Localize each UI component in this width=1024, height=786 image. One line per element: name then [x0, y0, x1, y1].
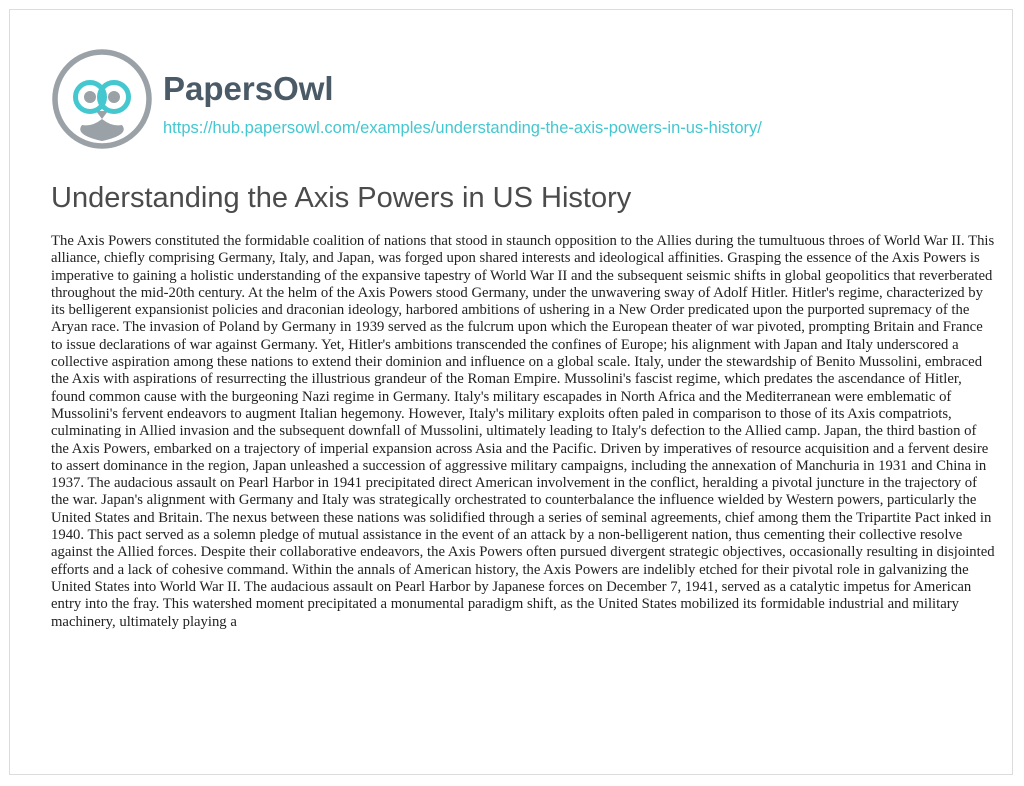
document-page	[9, 9, 1013, 775]
page-title: Understanding the Axis Powers in US History	[51, 182, 632, 214]
essay-body: The Axis Powers constituted the formidable coalition of nations that stood in staunch opposition to the Allies during the tumultuous throes of World War II. This alliance, chiefly comprising Germany, Italy, and Japan, was forged upon shared interests and ideological affinities. Grasping the essence of the Axis Powers is imperative to gaining a holistic understanding of the expansive tapestry of World War II and the subsequent seismic shifts in global geopolitics that reverberated throughout the mid-20th century. At the helm of the Axis Powers stood Germany, under the unwavering sway of Adolf Hitler. Hitler's regime, characterized by its belligerent expansionist policies and draconian ideology, harbored ambitions of ushering in a New Order predicated upon the purported supremacy of the Aryan race. The invasion of Poland by Germany in 1939 served as the fulcrum upon which the European theater of war pivoted, prompting Britain and France to issue declarations of war against Germany. Yet, Hitler's ambitions transcended the confines of Europe; his alignment with Japan and Italy underscored a collective aspiration among these nations to extend their dominion and influence on a global scale. Italy, under the stewardship of Benito Mussolini, embraced the Axis with aspirations of resurrecting the illustrious grandeur of the Roman Empire. Mussolini's fascist regime, which predates the ascendance of Hitler, found common cause with the burgeoning Nazi regime in Germany. Italy's military escapades in North Africa and the Mediterranean were emblematic of Mussolini's fervent endeavors to augment Italian hegemony. However, Italy's military exploits often paled in comparison to those of its Axis compatriots, culminating in Allied invasion and the subsequent downfall of Mussolini, ultimately leading to Italy's defection to the Allied camp. Japan, the third bastion of the Axis Powers, embarked on a trajectory of imperial expansion across Asia and the Pacific. Driven by imperatives of resource acquisition and a fervent desire to assert dominance in the region, Japan unleashed a succession of aggressive military campaigns, including the annexation of Manchuria in 1931 and China in 1937. The audacious assault on Pearl Harbor in 1941 precipitated direct American involvement in the conflict, heralding a pivotal juncture in the trajectory of the war. Japan's alignment with Germany and Italy was strategically orchestrated to counterbalance the influence wielded by Western powers, particularly the United States and Britain. The nexus between these nations was solidified through a series of seminal agreements, chief among them the Tripartite Pact inked in 1940. This pact served as a solemn pledge of mutual assistance in the event of an attack by a non-belligerent nation, thus cementing their collective resolve against the Allied forces. Despite their collaborative endeavors, the Axis Powers often pursued divergent strategic objectives, occasionally resulting in disjointed efforts and a lack of cohesive command. Within the annals of American history, the Axis Powers are indelibly etched for their pivotal role in galvanizing the United States into World War II. The audacious assault on Pearl Harbor by Japanese forces on December 7, 1941, served as a catalytic impetus for American entry into the fray. This watershed moment precipitated a monumental paradigm shift, as the United States mobilized its formidable industrial and military machinery, ultimately playing a	[51, 233, 995, 630]
brand-name: PapersOwl	[163, 70, 334, 107]
source-url[interactable]: https://hub.papersowl.com/examples/understanding-the-axis-powers-in-us-history/	[163, 119, 762, 137]
owl-logo-icon	[52, 49, 152, 149]
